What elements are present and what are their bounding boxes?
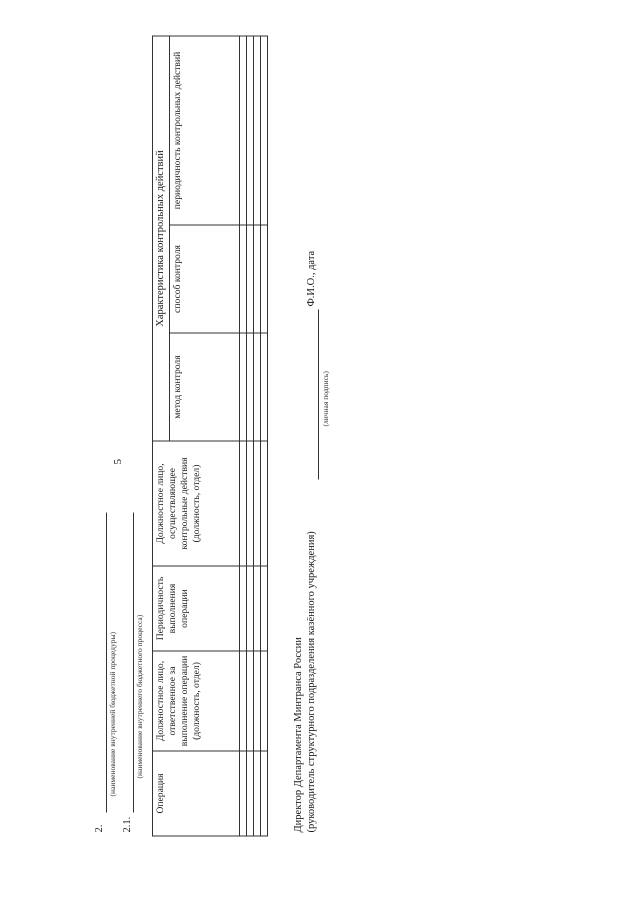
table-row (261, 36, 268, 836)
procedure-line (106, 513, 107, 813)
signature-line (318, 310, 319, 480)
process-line (133, 513, 134, 813)
header-operation: Операция (153, 751, 240, 836)
table-row (254, 36, 261, 836)
procedure-number: 2. (94, 824, 105, 833)
control-table (152, 35, 268, 836)
page-number: 5 (112, 459, 124, 465)
header-row (153, 36, 170, 836)
signature-caption: (личная подпись) (321, 371, 330, 427)
signature-fio: Ф.И.О., дата (306, 250, 317, 307)
header-responsible: Должностное лицо, ответственное за выполнение операции (должность, отдел) (153, 651, 240, 751)
header-method: метод контроля (170, 333, 240, 441)
header-controller: Должностное лицо, осуществляющее контрольные действия (должность, отдел) (153, 441, 240, 566)
header-characteristics: Характеристика контрольных действий (153, 36, 170, 441)
table-row (247, 36, 254, 836)
table-row (240, 36, 247, 836)
header-way: способ контроля (170, 225, 240, 333)
signature-subtitle: (руководитель структурного подразделения казённого учреждения) (306, 531, 317, 833)
signature-title: Директор Департамента Минтранса России (293, 637, 304, 833)
process-number: 2.1. (122, 816, 133, 833)
procedure-caption: (наименование внутренней бюджетной процедуры) (108, 632, 117, 797)
header-periodicity: Периодичность выполнения операции (153, 566, 240, 651)
header-control-periodicity: периодичность контрольных действий (170, 36, 240, 225)
process-caption: (наименование внутреннего бюджетного процесса) (135, 614, 144, 779)
